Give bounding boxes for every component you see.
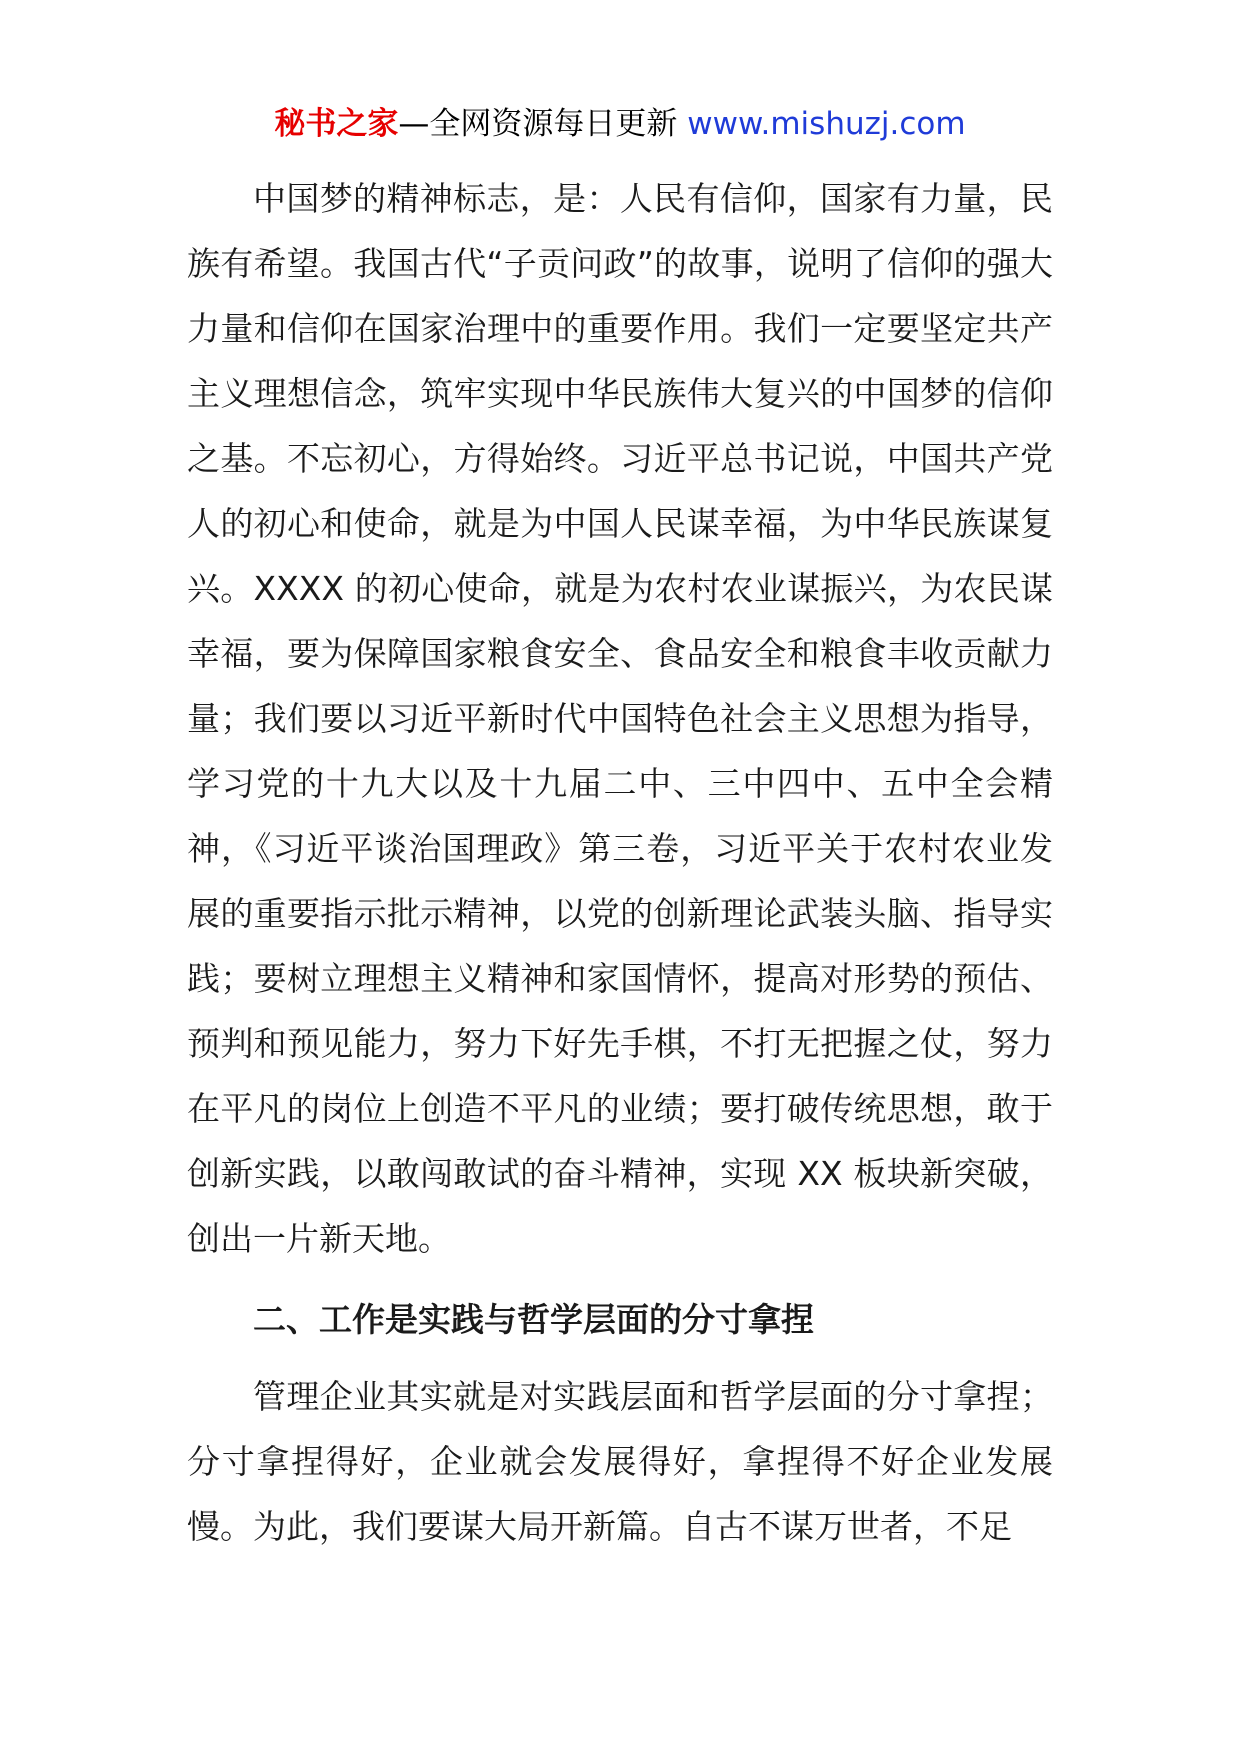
brand-name: 秘书之家 [274,106,399,142]
watermark-header [0,104,1240,144]
paragraph-2: 管理企业其实就是对实践层面和哲学层面的分寸拿捏；分寸拿捏得好，企业就会发展得好，拿捏得不好企业发展慢。为此，我们要谋大局开新篇。自古不谋万世者，不足 [187,1377,1053,1546]
section-heading: 二、工作是实践与哲学层面的分寸拿捏 [253,1300,814,1339]
website-url: www.mishuzj.com [687,106,966,142]
document-body [187,166,1053,1559]
header-tagline: —全网资源每日更新 [398,106,688,142]
paragraph-1: 中国梦的精神标志，是：人民有信仰，国家有力量，民族有希望。我国古代“子贡问政”的故事，说明了信仰的强大力量和信仰在国家治理中的重要作用。我们一定要坚定共产主义理想信念，筑牢实现中华民族伟大复兴的中国梦的信仰之基。不忘初心，方得始终。习近平总书记说，中国共产党人的初心和使命，就是为中国人民谋幸福，为中华民族谋复兴。XXXX 的初心使命，就是为农村农业谋振兴，为农民谋幸福，要为保障国家粮食安全、食品安全和粮食丰收贡献力量；我们要以习近平新时代中国特色社会主义思想为指导，学习党的十九大以及十九届二中、三中四中、五中全会精神，《习近平谈治国理政》第三卷，习近平关于农村农业发展的重要指示批示精神，以党的创新理论武装头脑、指导实践；要树立理想主义精神和家国情怀，提高对形势的预估、预判和预见能力，努力下好先手棋，不打无把握之仗，努力在平凡的岗位上创造不平凡的业绩；要打破传统思想，敢于创新实践，以敢闯敢试的奋斗精神，实现 XX 板块新突破，创出一片新天地。 [187,179,1053,1258]
